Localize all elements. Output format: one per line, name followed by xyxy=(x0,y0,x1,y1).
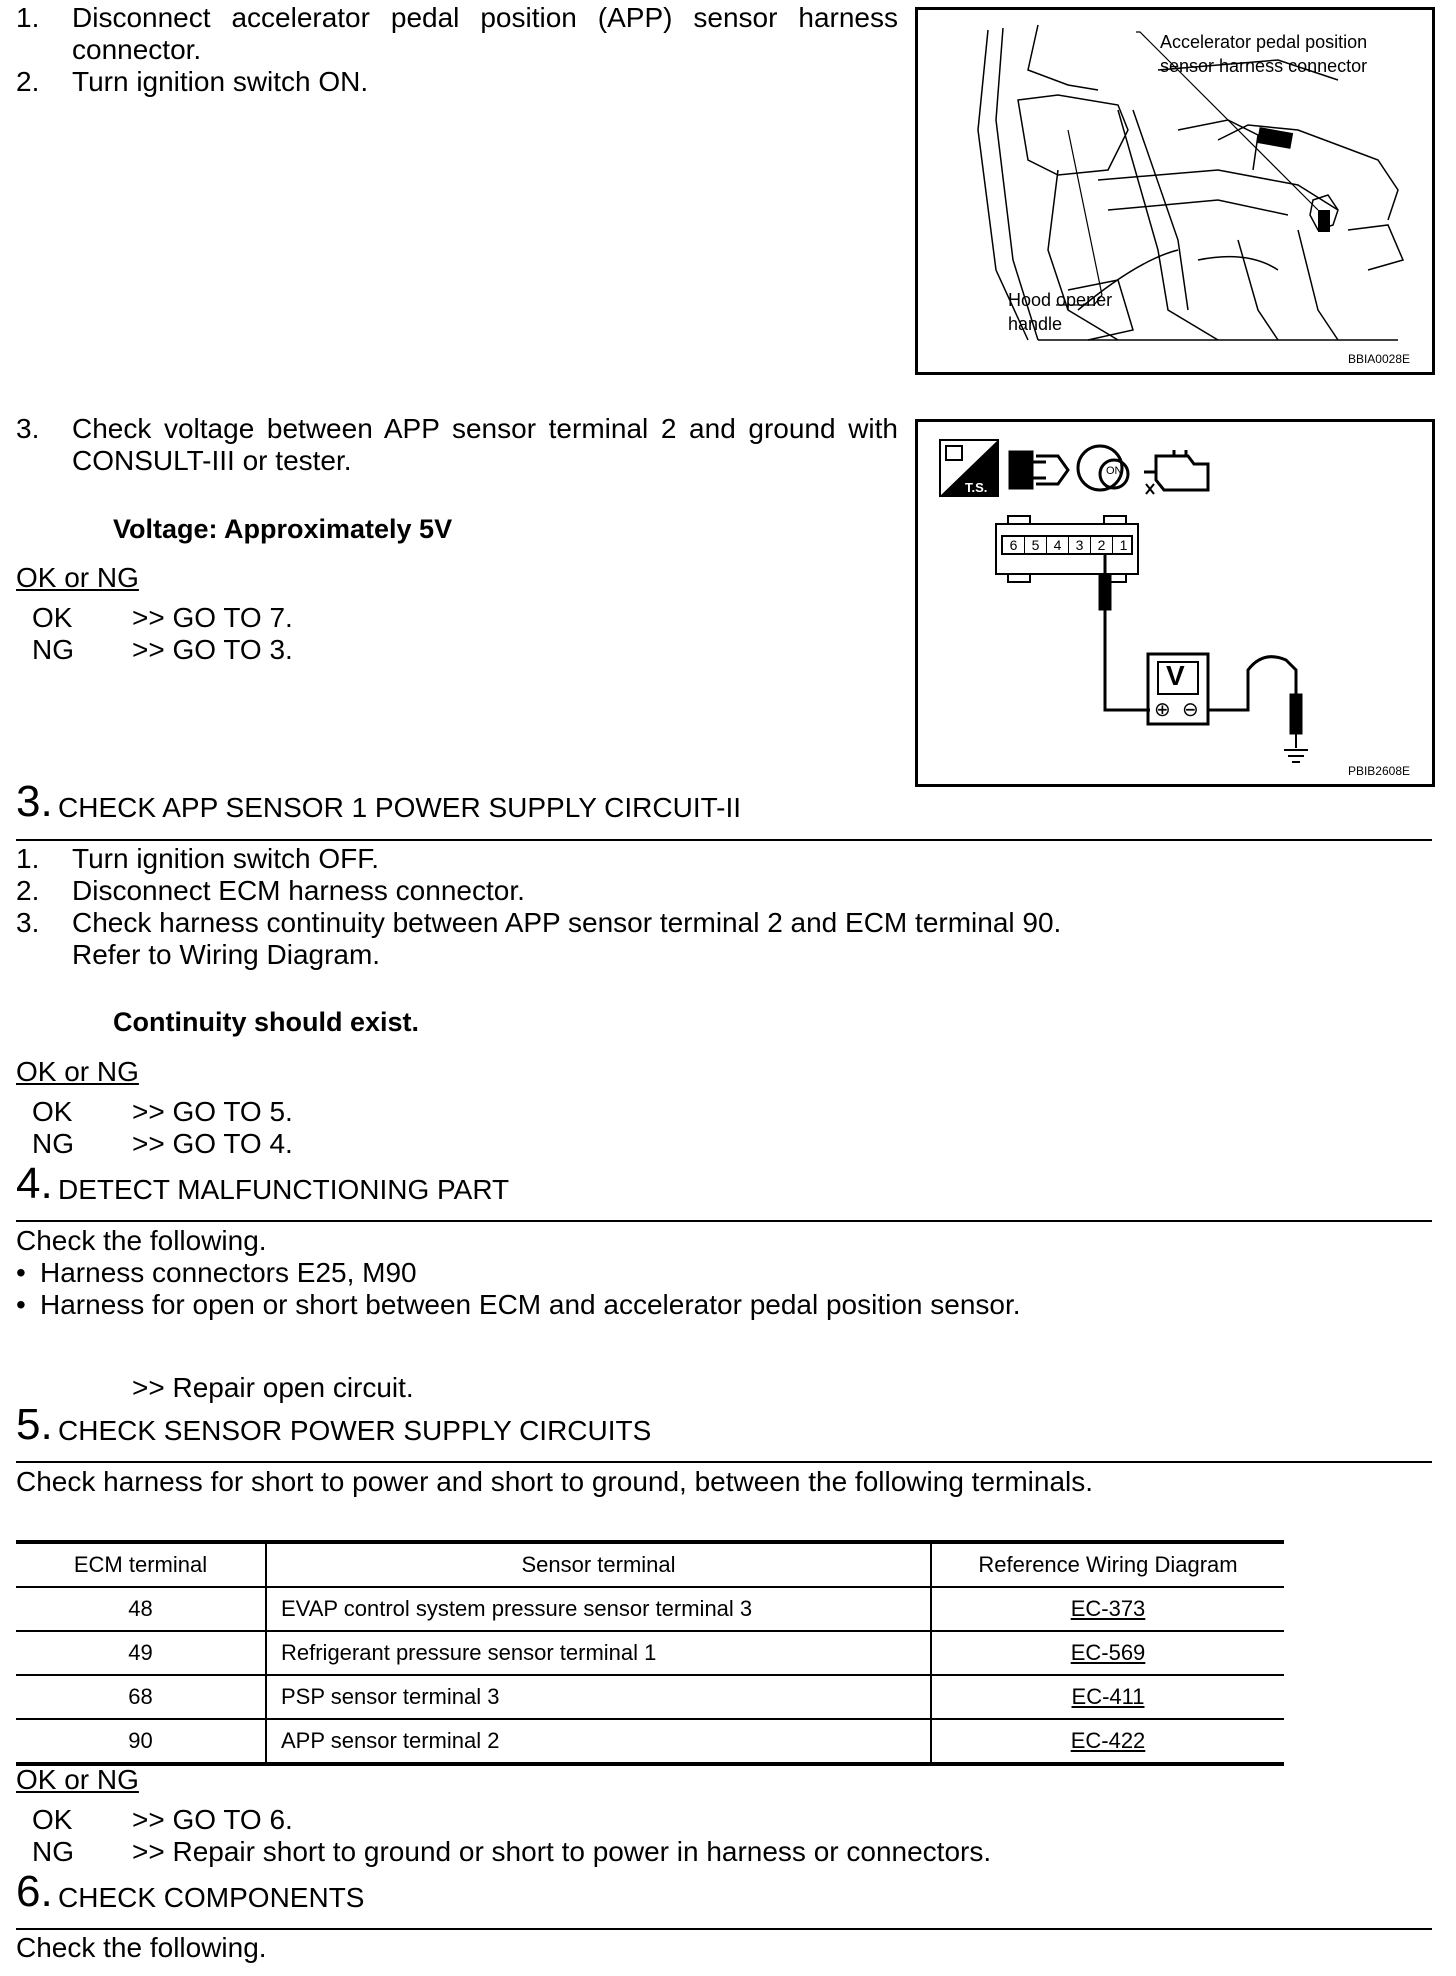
on-label: ON xyxy=(1106,465,1123,477)
step2-ok-text: >> GO TO 7. xyxy=(132,602,293,633)
step5-ok-label: OK xyxy=(32,1804,73,1835)
step3-item-2-text: Disconnect ECM harness connector. xyxy=(72,875,525,906)
sensor-terminal-cell: APP sensor terminal 2 xyxy=(266,1719,931,1764)
step6-title: CHECK COMPONENTS xyxy=(58,1882,365,1913)
step5-title: CHECK SENSOR POWER SUPPLY CIRCUITS xyxy=(58,1415,652,1446)
reference-link[interactable]: EC-373 xyxy=(1070,1596,1146,1621)
header-reference-diagram: Reference Wiring Diagram xyxy=(978,1552,1238,1577)
step2-ng-text: >> GO TO 3. xyxy=(132,634,293,665)
step3-item-3-number: 3. xyxy=(16,907,40,938)
pin-4: 4 xyxy=(1047,537,1069,553)
step5-intro: Check harness for short to power and short to ground, between the following terminals. xyxy=(16,1466,1094,1497)
figure-app-connector-location xyxy=(915,7,1435,375)
step4-number: 4. xyxy=(16,1159,53,1208)
figure-2-id: PBIB2608E xyxy=(1347,764,1410,778)
figure-voltage-check xyxy=(915,419,1435,787)
step4-rule xyxy=(16,1220,1432,1222)
ecm-terminal-cell: 90 xyxy=(16,1719,266,1764)
step2-spec: Voltage: Approximately 5V xyxy=(113,514,453,544)
step4-intro: Check the following. xyxy=(16,1225,267,1256)
step2-result-heading: OK or NG xyxy=(16,562,139,593)
callout-app-line2: sensor harness connector xyxy=(1160,56,1368,76)
sensor-terminal-cell: EVAP control system pressure sensor terminal 3 xyxy=(266,1587,931,1631)
figure-1-id: BBIA0028E xyxy=(1347,352,1410,366)
step3-ok-label: OK xyxy=(32,1096,73,1127)
step5-ok-text: >> GO TO 6. xyxy=(132,1804,293,1835)
step2-ng-label: NG xyxy=(32,634,74,665)
step6-number: 6. xyxy=(16,1867,53,1916)
voltmeter-plus: ⊕ xyxy=(1154,699,1171,721)
step5-ng-label: NG xyxy=(32,1836,74,1867)
step3-ok-text: >> GO TO 5. xyxy=(132,1096,293,1127)
reference-link[interactable]: EC-569 xyxy=(1070,1640,1146,1665)
reference-link[interactable]: EC-422 xyxy=(1070,1728,1146,1753)
step5-result-heading: OK or NG xyxy=(16,1764,139,1795)
step3-title: CHECK APP SENSOR 1 POWER SUPPLY CIRCUIT-II xyxy=(58,792,742,823)
sensor-terminal-cell: Refrigerant pressure sensor terminal 1 xyxy=(266,1631,931,1675)
step5-ng-text: >> Repair short to ground or short to power in harness or connectors. xyxy=(132,1836,992,1867)
ecm-terminal-cell: 68 xyxy=(16,1675,266,1719)
step2-item-1-number: 1. xyxy=(16,2,40,33)
terminal-reference-table xyxy=(16,1540,1284,1766)
engine-icon xyxy=(1144,450,1208,494)
step3-result-heading: OK or NG xyxy=(16,1056,139,1087)
step5-rule xyxy=(16,1461,1432,1463)
step2-item-3-number: 3. xyxy=(16,413,40,444)
step4-bullet-1-mark: • xyxy=(16,1257,26,1288)
step4-bullet-2: Harness for open or short between ECM and accelerator pedal position sensor. xyxy=(40,1289,1021,1320)
step5-number: 5. xyxy=(16,1400,53,1449)
step4-bullet-2-mark: • xyxy=(16,1289,26,1320)
step2-item-2-line1: Turn ignition switch ON. xyxy=(72,66,369,97)
reference-link[interactable]: EC-411 xyxy=(1071,1684,1145,1709)
table-row xyxy=(16,1675,1284,1719)
table-row xyxy=(16,1587,1284,1631)
callout-app-line1: Accelerator pedal position xyxy=(1160,32,1368,52)
step6-rule xyxy=(16,1928,1432,1930)
step4-title: DETECT MALFUNCTIONING PART xyxy=(58,1174,510,1205)
connector-disconnect-icon xyxy=(1010,452,1068,488)
step3-rule xyxy=(16,839,1432,841)
pin-2: 2 xyxy=(1091,537,1113,553)
step4-bullet-1: Harness connectors E25, M90 xyxy=(40,1257,417,1288)
step2-item-3-line2: CONSULT-III or tester. xyxy=(72,445,352,476)
callout-hood-line2: handle xyxy=(1008,314,1063,334)
step2-item-3-line1: Check voltage between APP sensor terminal 2 and ground with xyxy=(72,413,898,444)
step3-item-3-line1: Check harness continuity between APP sensor terminal 2 and ECM terminal 90. xyxy=(72,907,1062,938)
step2-item-2-number: 2. xyxy=(16,66,40,97)
connector-pin-row xyxy=(1003,537,1134,553)
table-row xyxy=(16,1631,1284,1675)
header-ecm-terminal: ECM terminal xyxy=(16,1542,266,1587)
step3-item-1-text: Turn ignition switch OFF. xyxy=(72,843,380,874)
step2-item-1-line1: Disconnect accelerator pedal position (APP) sensor harness xyxy=(72,2,898,33)
pin-3: 3 xyxy=(1069,537,1091,553)
pin-5: 5 xyxy=(1025,537,1047,553)
voltage-check-diagram xyxy=(918,422,1432,784)
voltmeter-label: V xyxy=(1166,660,1185,691)
sensor-terminal-cell: PSP sensor terminal 3 xyxy=(266,1675,931,1719)
pin-1: 1 xyxy=(1119,537,1128,553)
step3-item-2-number: 2. xyxy=(16,875,40,906)
step4-action: >> Repair open circuit. xyxy=(132,1372,414,1403)
table-header-row xyxy=(16,1542,1284,1587)
step3-item-3-line2: Refer to Wiring Diagram. xyxy=(72,939,381,970)
pin-6: 6 xyxy=(1003,537,1025,553)
step3-spec: Continuity should exist. xyxy=(113,1007,420,1037)
voltmeter-minus: ⊖ xyxy=(1182,699,1199,721)
header-sensor-terminal: Sensor terminal xyxy=(266,1542,931,1587)
step3-number: 3. xyxy=(16,777,53,826)
step2-ok-label: OK xyxy=(32,602,73,633)
ts-label: T.S. xyxy=(965,480,988,495)
ecm-terminal-cell: 49 xyxy=(16,1631,266,1675)
step3-ng-text: >> GO TO 4. xyxy=(132,1128,293,1159)
step6-intro: Check the following. xyxy=(16,1932,267,1963)
ecm-terminal-cell: 48 xyxy=(16,1587,266,1631)
step3-ng-label: NG xyxy=(32,1128,74,1159)
callout-hood-line1: Hood opener xyxy=(1008,290,1113,310)
step3-item-1-number: 1. xyxy=(16,843,40,874)
step2-item-1-line2: connector. xyxy=(72,34,202,65)
table-row xyxy=(16,1719,1284,1764)
